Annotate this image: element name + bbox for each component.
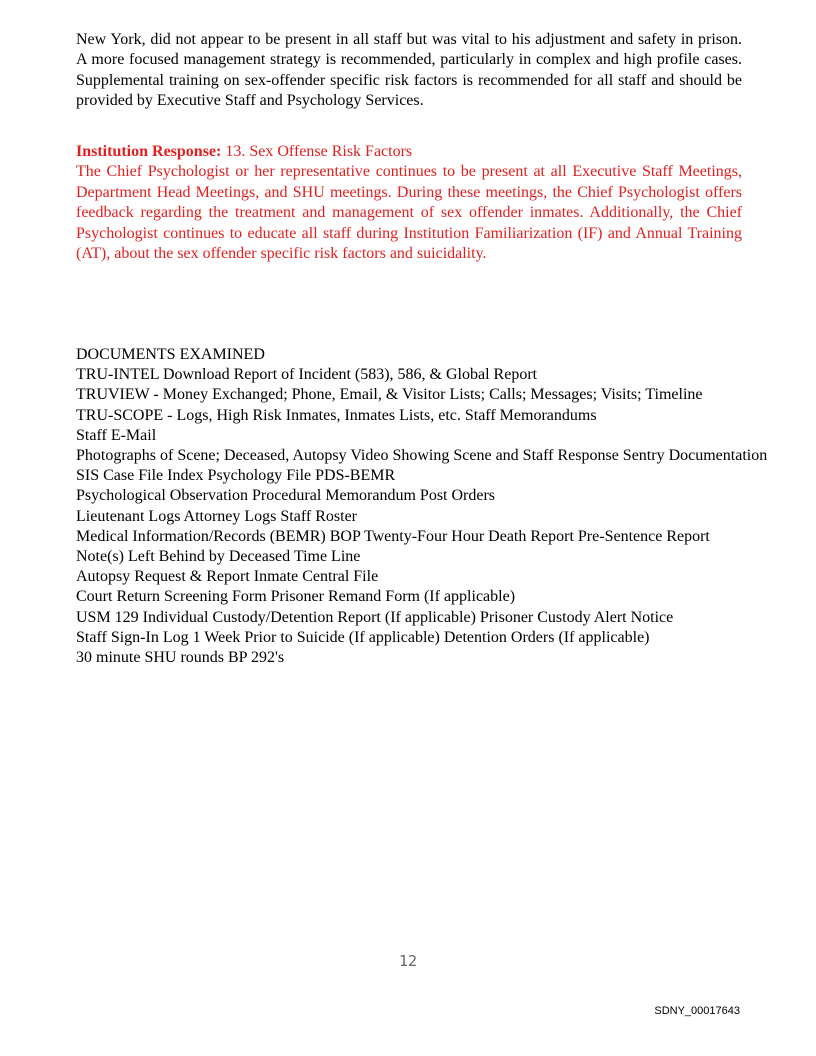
institution-response-section [76,142,742,264]
document-list-item: Court Return Screening Form Prisoner Remand Form (If applicable) [76,588,516,606]
document-list-item: USM 129 Individual Custody/Detention Report (If applicable) Prisoner Custody Alert Notice [76,608,674,626]
documents-examined-section [76,345,776,668]
document-list-item: Staff E-Mail [76,426,157,444]
document-list-item: Photographs of Scene; Deceased, Autopsy Video Showing Scene and Staff Response Sentry Documentation [76,447,768,465]
documents-examined-heading: DOCUMENTS EXAMINED [76,346,265,363]
document-list-item: 30 minute SHU rounds BP 292's [76,649,285,667]
bates-number: SDNY_00017643 [654,1005,740,1017]
document-list-item: Autopsy Request & Report Inmate Central File [76,568,379,586]
document-list-item: Medical Information/Records (BEMR) BOP Twenty-Four Hour Death Report Pre-Sentence Report [76,527,710,545]
intro-paragraph: New York, did not appear to be present in all staff but was vital to his adjustment and safety in prison. A more focused management strategy is recommended, particularly in complex and high profile cases. Supplemental training on sex-offender specific risk factors is recommended for all staff and should be provided by Executive Staff and Psychology Services. [76,31,742,110]
institution-response-body: The Chief Psychologist or her representative continues to be present at all Executive Staff Meetings, Department Head Meetings, and SHU meetings. During these meetings, the Chief Psychologist offers feedback regarding the treatment and management of sex offender inmates. Additionally, the Chief Psychologist continues to educate all staff during Institution Familiarization (IF) and Annual Training (AT), about the sex offender specific risk factors and suicidality. [76,163,742,263]
document-list-item: Lieutenant Logs Attorney Logs Staff Roster [76,507,357,525]
institution-response-title: 13. Sex Offense Risk Factors [221,143,413,160]
document-list-item: TRU-SCOPE - Logs, High Risk Inmates, Inmates Lists, etc. Staff Memorandums [76,406,597,424]
document-list-item: TRUVIEW - Money Exchanged; Phone, Email, & Visitor Lists; Calls; Messages; Visits; Timeline [76,386,703,404]
institution-response-label: Institution Response: [76,143,222,160]
page-number: 12 [398,952,418,970]
document-list-item: Staff Sign-In Log 1 Week Prior to Suicide (If applicable) Detention Orders (If applicable) [76,628,650,646]
institution-response-heading [76,142,742,162]
document-list-item: Note(s) Left Behind by Deceased Time Line [76,548,361,566]
document-list-item: TRU-INTEL Download Report of Incident (583), 586, & Global Report [76,366,538,384]
document-list-item: SIS Case File Index Psychology File PDS-BEMR [76,467,396,485]
document-list-item: Psychological Observation Procedural Memorandum Post Orders [76,487,496,505]
